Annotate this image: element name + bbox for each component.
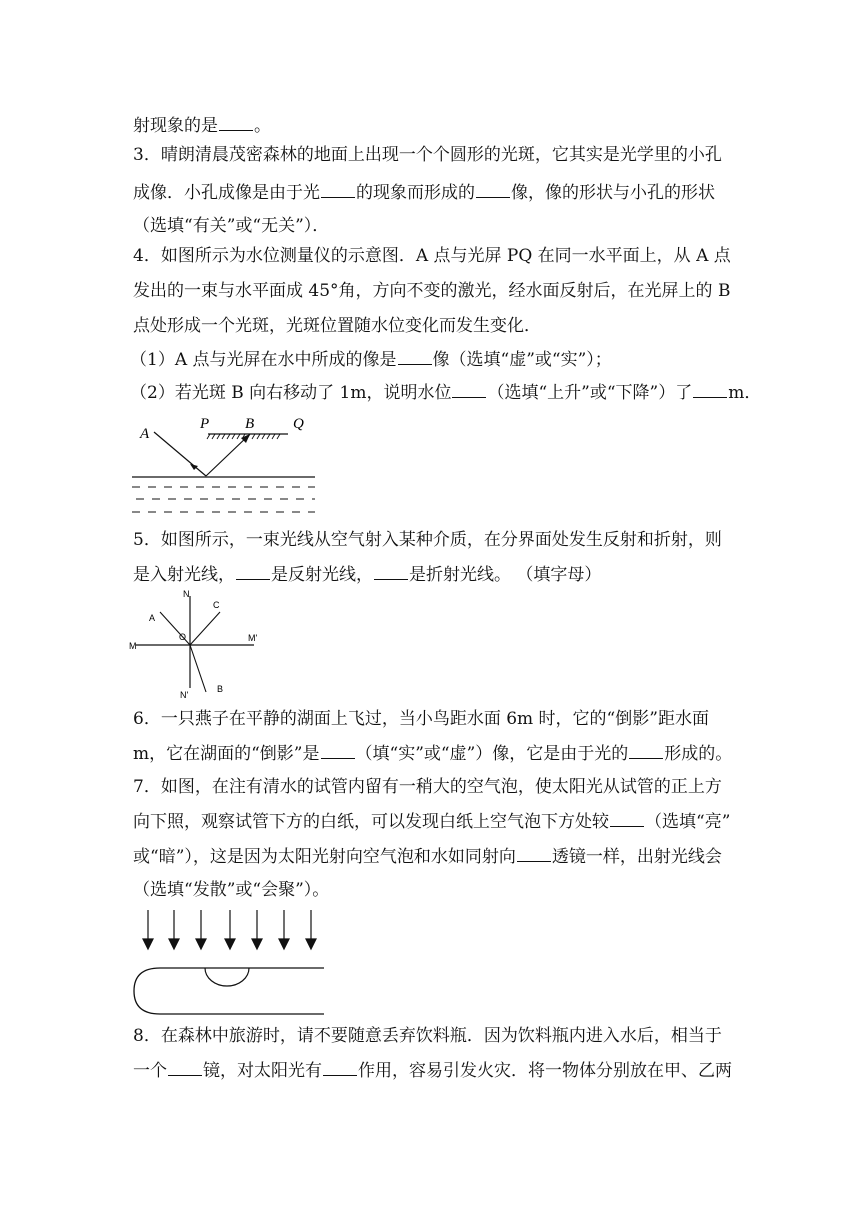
answer-blank [452, 381, 486, 398]
q4-line-2: 发出的一束与水平面成 45°角，方向不变的激光，经水面反射后，在光屏上的 B [133, 281, 731, 301]
q4-line-3: 点处形成一个光斑，光斑位置随水位变化而发生变化． [133, 316, 541, 336]
q4-sub-2: （2）若光斑 B 向右移动了 1m，说明水位 （选填“上升”或“下降”）了 m． [130, 383, 762, 403]
ray-c [190, 612, 220, 645]
q5-line-1: 5．如图所示，一束光线从空气射入某种介质，在分界面处发生反射和折射，则 [133, 530, 722, 550]
answer-blank [693, 381, 727, 398]
refraction-diagram [126, 588, 266, 700]
answer-blank [517, 845, 551, 862]
label-a: A [140, 426, 150, 442]
q3-line-3: （选填“有关”或“无关”）． [133, 216, 330, 236]
label-n: N [183, 589, 190, 599]
reflected-laser-ray [206, 435, 249, 476]
q7-line-3: 或“暗”），这是因为太阳光射向空气泡和水如同射向 透镜一样，出射光线会 [133, 847, 722, 867]
test-tube [134, 968, 324, 1014]
q4-sub-1: （1）A 点与光屏在水中所成的像是 像（选填“虚”或“实”）； [130, 350, 612, 370]
q5-line-2: 是入射光线， 是反射光线， 是折射光线。 （填字母） [133, 565, 602, 585]
q2-tail-line: 射现象的是 。 [133, 116, 271, 136]
answer-blank [398, 348, 432, 365]
q8-line-1: 8．在森林中旅游时，请不要随意丢弃饮料瓶．因为饮料瓶内进入水后，相当于 [133, 1026, 722, 1046]
answer-blank [476, 181, 510, 198]
water-level-diagram [128, 410, 323, 520]
label-n-prime: N' [180, 690, 189, 700]
answer-blank [629, 742, 663, 759]
q7-line-2: 向下照，观察试管下方的白纸，可以发现白纸上空气泡下方处较 （选填“亮” [133, 812, 731, 832]
label-c: C [213, 600, 220, 610]
answer-blank [374, 563, 408, 580]
label-b: B [245, 416, 255, 432]
incident-laser-ray [154, 432, 206, 476]
answer-blank [323, 1059, 357, 1076]
label-a: A [149, 613, 156, 623]
label-m-prime: M' [248, 633, 258, 643]
answer-blank [236, 563, 270, 580]
air-bubble [205, 968, 249, 986]
answer-blank [321, 742, 355, 759]
q3-line-2: 成像．小孔成像是由于光 的现象而形成的 像，像的形状与小孔的形状 [133, 183, 715, 203]
q7-line-1: 7．如图，在注有清水的试管内留有一稍大的空气泡，使太阳光从试管的正上方 [133, 777, 722, 797]
q7-line-4: （选填“发散”或“会聚”）。 [133, 880, 330, 900]
answer-blank [168, 1059, 202, 1076]
test-tube-diagram [130, 905, 330, 1017]
label-b: B [217, 684, 224, 694]
q3-line-1: 3．晴朗清晨茂密森林的地面上出现一个个圆形的光斑，它其实是光学里的小孔 [133, 145, 722, 165]
answer-blank [321, 181, 355, 198]
q4-line-1: 4．如图所示为水位测量仪的示意图．A 点与光屏 PQ 在同一水平面上，从 A 点 [133, 246, 731, 266]
ray-b [190, 645, 206, 692]
ray-arrowhead [190, 464, 198, 470]
answer-blank [610, 810, 644, 827]
q6-line-2: m，它在湖面的“倒影”是 （填“实”或“虚”）像，它是由于光的 形成的。 [133, 744, 733, 764]
label-o: O [179, 632, 187, 642]
label-q: Q [293, 416, 304, 432]
answer-blank [219, 114, 253, 131]
q6-line-1: 6．一只燕子在平静的湖面上飞过，当小鸟距水面 6m 时，它的“倒影”距水面 [133, 709, 709, 729]
q8-line-2: 一个 镜，对太阳光有 作用，容易引发火灾．将一物体分别放在甲、乙两 [133, 1061, 732, 1081]
label-m: M [129, 641, 137, 651]
label-p: P [200, 416, 210, 432]
